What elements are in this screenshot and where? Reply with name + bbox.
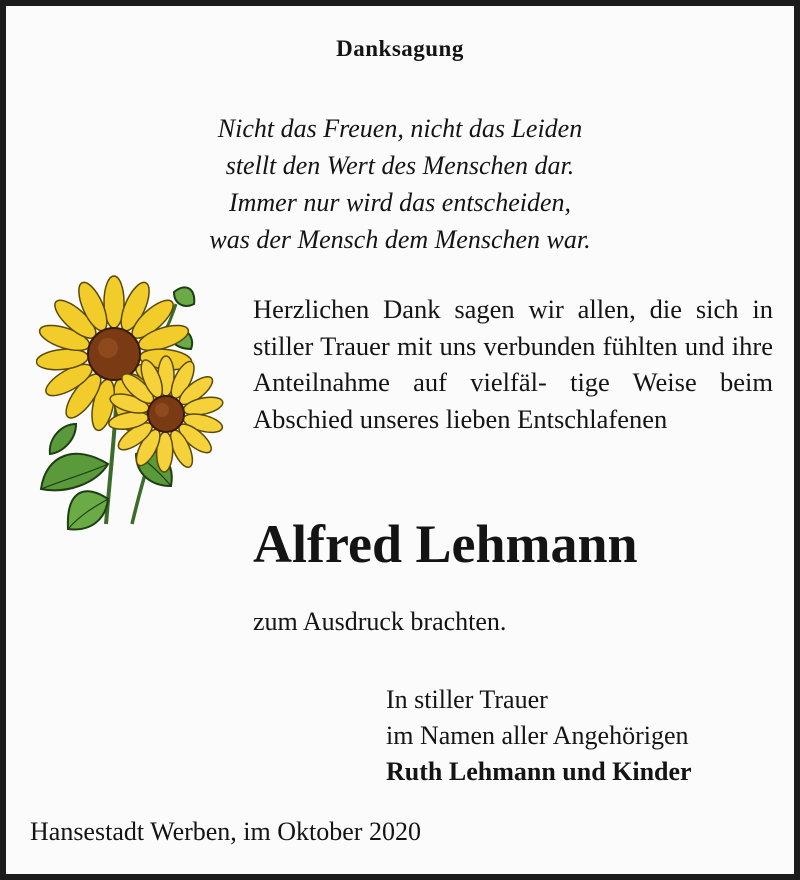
thanks-paragraph: Herzlichen Dank sagen wir allen, die sich in stiller Trauer mit uns verbunden fühlten und ihre Anteilnahme auf vielfäl- tige Weise beim Abschied unseres lieben Entschlafenen (253, 294, 773, 434)
place-date: Hansestadt Werben, im Oktober 2020 (30, 817, 421, 846)
poem-line: Nicht das Freuen, nicht das Leiden (217, 114, 583, 143)
signature-block (386, 682, 692, 790)
deceased-name: Alfred Lehmann (253, 514, 638, 574)
notice-title: Danksagung (336, 36, 464, 61)
poem (6, 110, 794, 258)
signature-line: im Namen aller Angehörigen (386, 721, 689, 750)
poem-line: stellt den Wert des Menschen dar. (225, 151, 575, 180)
closing-text: zum Ausdruck brachten. (253, 607, 507, 636)
sunflower-illustration (36, 274, 226, 544)
poem-line: Immer nur wird das entscheiden, (228, 188, 572, 217)
poem-line: was der Mensch dem Menschen war. (209, 225, 591, 254)
family-names: Ruth Lehmann und Kinder (386, 757, 692, 786)
signature-line: In stiller Trauer (386, 685, 548, 714)
